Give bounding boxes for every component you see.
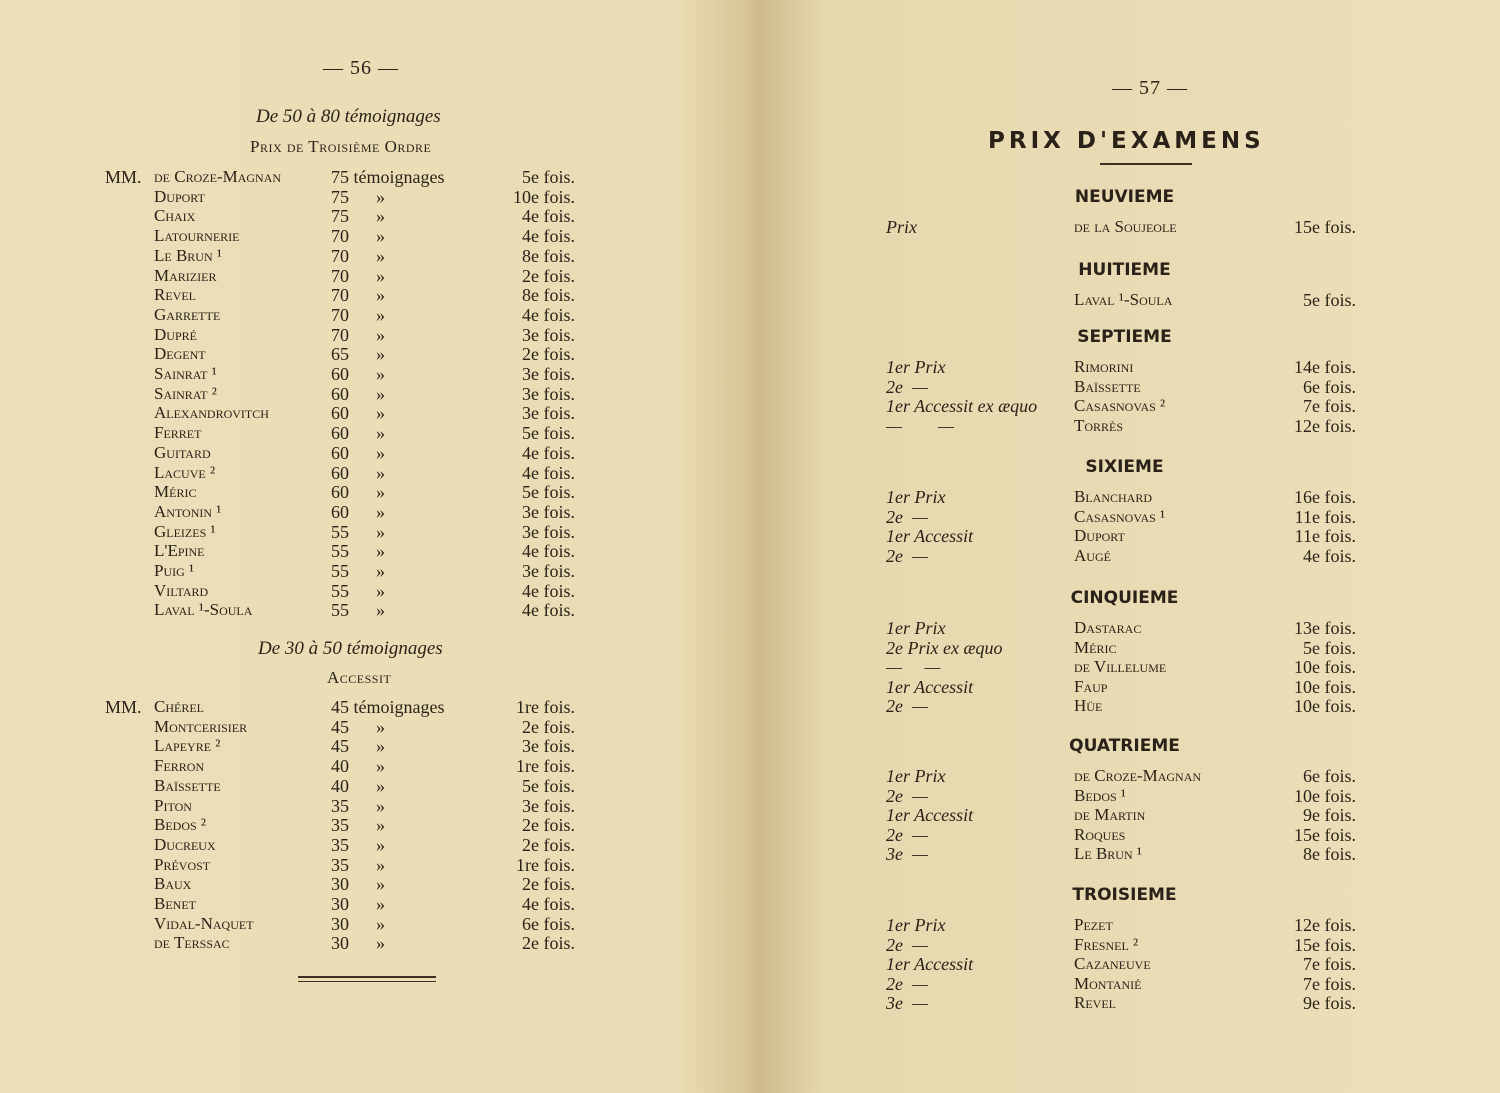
entry-name: Méric xyxy=(154,482,197,502)
table-row xyxy=(105,736,585,756)
title-rule xyxy=(1100,163,1192,165)
testimony-count: 70 » xyxy=(331,285,385,306)
entry-name: Benet xyxy=(154,894,196,913)
prize-label: 1er Prix xyxy=(886,357,946,377)
times-count: 10e fois. xyxy=(1294,676,1356,697)
entry-name: Ferret xyxy=(154,423,202,443)
entry-name: Revel xyxy=(154,285,196,305)
times-count: 4e fois. xyxy=(522,226,575,247)
table-row xyxy=(105,600,585,620)
times-count: 1re fois. xyxy=(516,756,575,777)
class-heading: SIXIEME xyxy=(1085,457,1164,477)
entry-name: Montanié xyxy=(1074,973,1142,993)
times-count: 16e fois. xyxy=(1294,487,1356,507)
entry-name: Bedos ² xyxy=(154,815,207,835)
entry-name: Augé xyxy=(1074,545,1111,565)
table-row xyxy=(886,546,1356,566)
mm-label: MM. xyxy=(105,697,142,717)
table-row xyxy=(886,974,1356,994)
times-count: 1re fois. xyxy=(516,697,575,717)
table-row xyxy=(886,487,1356,507)
testimony-count: 35 » xyxy=(331,795,385,816)
page-number: — 57 — xyxy=(1112,77,1188,99)
table-row xyxy=(886,844,1356,864)
testimony-count: 45 témoignages xyxy=(331,697,445,717)
table-row xyxy=(105,541,585,561)
table-row xyxy=(886,786,1356,806)
table-row xyxy=(105,522,585,542)
table-row xyxy=(105,364,585,384)
entry-name: Piton xyxy=(154,795,192,815)
testimony-count: 75 » xyxy=(331,206,385,227)
entry-name: Casasnovas ² xyxy=(1074,396,1166,416)
times-count: 2e fois. xyxy=(522,265,575,286)
table-row xyxy=(105,443,585,463)
table-row xyxy=(886,396,1356,416)
table-row xyxy=(886,915,1356,935)
prize-label: 1er Prix xyxy=(886,618,946,638)
prize-label: 2e — xyxy=(886,785,928,806)
entry-name: de la Soujeole xyxy=(1074,217,1177,236)
prize-label: 2e — xyxy=(886,696,928,717)
testimony-count: 60 » xyxy=(331,423,385,444)
testimony-count: 55 » xyxy=(331,580,385,601)
times-count: 11e fois. xyxy=(1294,506,1356,527)
testimony-count: 35 » xyxy=(331,834,385,855)
table-row xyxy=(886,993,1356,1013)
testimony-count: 40 » xyxy=(331,775,385,796)
table-row xyxy=(886,416,1356,436)
times-count: 15e fois. xyxy=(1294,824,1356,845)
times-count: 12e fois. xyxy=(1294,415,1356,436)
times-count: 5e fois. xyxy=(1303,290,1356,310)
testimony-count: 55 » xyxy=(331,541,385,562)
entry-name: Chérel xyxy=(154,697,204,716)
times-count: 4e fois. xyxy=(522,580,575,601)
testimony-count: 45 » xyxy=(331,736,385,757)
table-row xyxy=(105,855,585,875)
table-row xyxy=(105,167,585,187)
prize-label: — — xyxy=(886,415,955,436)
prize-label: 3e — xyxy=(886,993,928,1014)
testimony-count: 55 » xyxy=(331,600,385,621)
times-count: 2e fois. xyxy=(522,834,575,855)
table-row xyxy=(105,344,585,364)
entry-name: Casasnovas ¹ xyxy=(1074,506,1166,526)
testimony-count: 75 » xyxy=(331,186,385,207)
times-count: 4e fois. xyxy=(522,894,575,914)
table-row xyxy=(886,618,1356,638)
times-count: 10e fois. xyxy=(1294,657,1356,678)
testimony-count: 45 » xyxy=(331,716,385,737)
table-row xyxy=(886,657,1356,677)
table-row xyxy=(105,305,585,325)
entry-name: Fresnel ² xyxy=(1074,934,1139,954)
times-count: 7e fois. xyxy=(1303,954,1356,975)
table-row xyxy=(105,325,585,345)
entry-name: de Martin xyxy=(1074,805,1146,825)
table-row xyxy=(886,954,1356,974)
table-row xyxy=(105,403,585,423)
testimony-count: 60 » xyxy=(331,383,385,404)
testimony-count: 30 » xyxy=(331,894,385,914)
prize-label: 1er Prix xyxy=(886,915,946,935)
entry-name: Montcerisier xyxy=(154,716,248,736)
entry-name: Faup xyxy=(1074,676,1108,696)
testimony-count: 55 » xyxy=(331,521,385,542)
entry-name: Puig ¹ xyxy=(154,561,195,580)
table-row xyxy=(886,507,1356,527)
times-count: 15e fois. xyxy=(1294,934,1356,955)
times-count: 5e fois. xyxy=(522,423,575,444)
times-count: 5e fois. xyxy=(522,167,575,187)
testimony-count: 55 » xyxy=(331,561,385,581)
table-row xyxy=(886,805,1356,825)
times-count: 8e fois. xyxy=(522,285,575,306)
table-row xyxy=(105,463,585,483)
times-count: 13e fois. xyxy=(1294,618,1356,638)
entry-name: Alexandrovitch xyxy=(154,403,269,423)
times-count: 8e fois. xyxy=(522,245,575,266)
entry-name: Le Brun ¹ xyxy=(1074,844,1142,864)
entry-name: Sainrat ¹ xyxy=(154,364,217,383)
prize-label: 1er Accessit xyxy=(886,526,974,547)
times-count: 3e fois. xyxy=(522,383,575,404)
times-count: 4e fois. xyxy=(522,442,575,463)
testimony-count: 35 » xyxy=(331,854,385,875)
entry-name: Chaix xyxy=(154,206,196,226)
prize-label: 2e — xyxy=(886,824,928,845)
times-count: 10e fois. xyxy=(513,186,575,207)
testimony-count: 70 » xyxy=(331,245,385,266)
prize-label: 2e — xyxy=(886,545,928,566)
times-count: 6e fois. xyxy=(1303,376,1356,397)
prize-label: 2e — xyxy=(886,506,928,527)
prize-label: 1er Accessit xyxy=(886,676,974,697)
class-heading: TROISIEME xyxy=(1072,885,1177,905)
table-row xyxy=(105,717,585,737)
mm-label: MM. xyxy=(105,167,142,187)
entry-name: Ferron xyxy=(154,756,205,776)
entry-name: Guitard xyxy=(154,442,211,462)
entry-name: Cazaneuve xyxy=(1074,954,1151,974)
times-count: 1re fois. xyxy=(516,854,575,875)
times-count: 4e fois. xyxy=(522,600,575,621)
prize-label: 2e — xyxy=(886,934,928,955)
times-count: 3e fois. xyxy=(522,561,575,581)
prize-label: 1er Accessit xyxy=(886,805,974,826)
table-row xyxy=(105,835,585,855)
testimony-count: 70 » xyxy=(331,324,385,345)
times-count: 2e fois. xyxy=(522,874,575,895)
entry-name: Garrette xyxy=(154,304,221,324)
end-rule xyxy=(298,976,436,978)
table-row xyxy=(105,226,585,246)
testimony-count: 70 » xyxy=(331,304,385,325)
table-row xyxy=(105,756,585,776)
entry-name: Ducreux xyxy=(154,834,216,854)
entry-name: Laval ¹-Soula xyxy=(154,600,253,620)
entry-name: Blanchard xyxy=(1074,487,1153,506)
times-count: 11e fois. xyxy=(1294,526,1356,547)
testimony-count: 60 » xyxy=(331,482,385,503)
entry-name: Méric xyxy=(1074,637,1117,657)
times-count: 10e fois. xyxy=(1294,785,1356,806)
table-row xyxy=(105,384,585,404)
entry-name: Baux xyxy=(154,874,192,894)
table-row xyxy=(105,796,585,816)
times-count: 5e fois. xyxy=(522,482,575,503)
table-row xyxy=(886,377,1356,397)
class-heading: QUATRIEME xyxy=(1069,736,1180,756)
section-subtitle: Prix de Troisième Ordre xyxy=(250,137,432,156)
entry-name: Duport xyxy=(1074,526,1125,546)
section-title: De 30 à 50 témoignages xyxy=(258,638,443,659)
table-row xyxy=(105,561,585,581)
entry-name: de Terssac xyxy=(154,933,230,953)
entry-name: Le Brun ¹ xyxy=(154,245,222,265)
entry-name: Gleizes ¹ xyxy=(154,521,216,541)
entry-name: Degent xyxy=(154,344,206,364)
table-row xyxy=(886,766,1356,786)
times-count: 5e fois. xyxy=(522,775,575,796)
entry-name: de Villelume xyxy=(1074,657,1167,677)
table-row xyxy=(105,815,585,835)
right-page xyxy=(752,0,1500,1093)
entry-name: Hüe xyxy=(1074,696,1103,716)
entry-name: L'Epine xyxy=(154,541,205,561)
table-row xyxy=(886,696,1356,716)
entry-name: Latournerie xyxy=(154,226,240,246)
times-count: 3e fois. xyxy=(522,501,575,522)
entry-name: Torrès xyxy=(1074,415,1124,435)
testimony-count: 60 » xyxy=(331,403,385,424)
table-row xyxy=(105,874,585,894)
times-count: 6e fois. xyxy=(522,913,575,934)
times-count: 3e fois. xyxy=(522,795,575,816)
testimony-count: 60 » xyxy=(331,442,385,463)
table-row xyxy=(886,825,1356,845)
table-row xyxy=(105,285,585,305)
entry-name: Baïssette xyxy=(154,775,221,795)
testimony-count: 30 » xyxy=(331,933,385,954)
testimony-count: 60 » xyxy=(331,462,385,483)
section-subtitle: Accessit xyxy=(327,668,392,687)
times-count: 2e fois. xyxy=(522,344,575,365)
class-heading: CINQUIEME xyxy=(1070,588,1179,608)
times-count: 14e fois. xyxy=(1294,357,1356,377)
entry-name: Dupré xyxy=(154,324,197,344)
page-title: PRIX D'EXAMENS xyxy=(988,128,1265,154)
times-count: 5e fois. xyxy=(1303,637,1356,658)
table-row xyxy=(886,677,1356,697)
times-count: 3e fois. xyxy=(522,324,575,345)
table-row xyxy=(105,482,585,502)
entry-name: Dastarac xyxy=(1074,618,1142,637)
times-count: 4e fois. xyxy=(522,541,575,562)
table-row xyxy=(105,914,585,934)
times-count: 2e fois. xyxy=(522,716,575,737)
entry-name: Lacuve ² xyxy=(154,462,216,482)
times-count: 3e fois. xyxy=(522,364,575,384)
table-row xyxy=(105,502,585,522)
section-title: De 50 à 80 témoignages xyxy=(256,106,441,127)
entry-name: Rimorini xyxy=(1074,357,1134,376)
entry-name: Baïssette xyxy=(1074,376,1141,396)
table-row xyxy=(886,638,1356,658)
times-count: 7e fois. xyxy=(1303,396,1356,417)
times-count: 3e fois. xyxy=(522,403,575,424)
entry-name: Bedos ¹ xyxy=(1074,785,1127,805)
entry-name: Duport xyxy=(154,186,205,206)
times-count: 2e fois. xyxy=(522,815,575,836)
testimony-count: 35 » xyxy=(331,815,385,836)
table-row xyxy=(105,697,585,717)
times-count: 4e fois. xyxy=(522,462,575,483)
table-row xyxy=(105,266,585,286)
prize-label: — — xyxy=(886,657,941,678)
times-count: 8e fois. xyxy=(1303,844,1356,865)
testimony-count: 60 » xyxy=(331,364,385,384)
entry-name: Vidal-Naquet xyxy=(154,913,254,933)
entry-name: de Croze-Magnan xyxy=(154,167,282,186)
testimony-count: 75 témoignages xyxy=(331,167,445,187)
times-count: 10e fois. xyxy=(1294,696,1356,717)
table-row xyxy=(886,935,1356,955)
times-count: 6e fois. xyxy=(1303,766,1356,786)
table-row xyxy=(105,776,585,796)
table-row xyxy=(886,526,1356,546)
times-count: 4e fois. xyxy=(1303,545,1356,566)
times-count: 9e fois. xyxy=(1303,805,1356,826)
table-row xyxy=(886,217,1356,237)
testimony-count: 60 » xyxy=(331,501,385,522)
table-row xyxy=(105,246,585,266)
prize-label: 1er Prix xyxy=(886,487,946,507)
table-row xyxy=(105,206,585,226)
testimony-count: 65 » xyxy=(331,344,385,365)
prize-label: 1er Accessit xyxy=(886,954,974,975)
times-count: 3e fois. xyxy=(522,736,575,757)
entry-name: Pezet xyxy=(1074,915,1113,934)
prize-label: 2e — xyxy=(886,376,928,397)
times-count: 4e fois. xyxy=(522,304,575,325)
class-heading: HUITIEME xyxy=(1078,260,1171,280)
entry-name: Viltard xyxy=(154,580,209,600)
end-rule xyxy=(298,981,436,982)
prize-label: 1er Prix xyxy=(886,766,946,786)
prize-label: 2e — xyxy=(886,973,928,994)
page-number: — 56 — xyxy=(323,57,399,79)
times-count: 4e fois. xyxy=(522,206,575,227)
times-count: 15e fois. xyxy=(1294,217,1356,237)
times-count: 2e fois. xyxy=(522,933,575,954)
entry-name: Antonin ¹ xyxy=(154,501,222,521)
class-heading: NEUVIEME xyxy=(1074,187,1175,207)
class-heading: SEPTIEME xyxy=(1077,327,1172,347)
testimony-count: 40 » xyxy=(331,756,385,777)
entry-name: de Croze-Magnan xyxy=(1074,766,1202,785)
testimony-count: 30 » xyxy=(331,874,385,895)
times-count: 7e fois. xyxy=(1303,973,1356,994)
entry-name: Laval ¹-Soula xyxy=(1074,290,1173,309)
table-row xyxy=(105,187,585,207)
table-row xyxy=(105,581,585,601)
testimony-count: 70 » xyxy=(331,265,385,286)
prize-label: Prix xyxy=(886,217,917,237)
entry-name: Revel xyxy=(1074,993,1116,1013)
times-count: 9e fois. xyxy=(1303,993,1356,1014)
entry-name: Sainrat ² xyxy=(154,383,217,403)
entry-name: Roques xyxy=(1074,824,1126,844)
table-row xyxy=(105,933,585,953)
testimony-count: 30 » xyxy=(331,913,385,934)
prize-label: 2e Prix ex æquo xyxy=(886,637,1003,658)
table-row xyxy=(105,423,585,443)
entry-name: Marizier xyxy=(154,265,217,285)
prize-label: 3e — xyxy=(886,844,928,865)
times-count: 12e fois. xyxy=(1294,915,1356,935)
prize-label: 1er Accessit ex æquo xyxy=(886,396,1038,417)
times-count: 3e fois. xyxy=(522,521,575,542)
testimony-count: 70 » xyxy=(331,226,385,247)
table-row xyxy=(886,290,1356,310)
entry-name: Lapeyre ² xyxy=(154,736,221,756)
table-row xyxy=(886,357,1356,377)
table-row xyxy=(105,894,585,914)
entry-name: Prévost xyxy=(154,854,211,874)
